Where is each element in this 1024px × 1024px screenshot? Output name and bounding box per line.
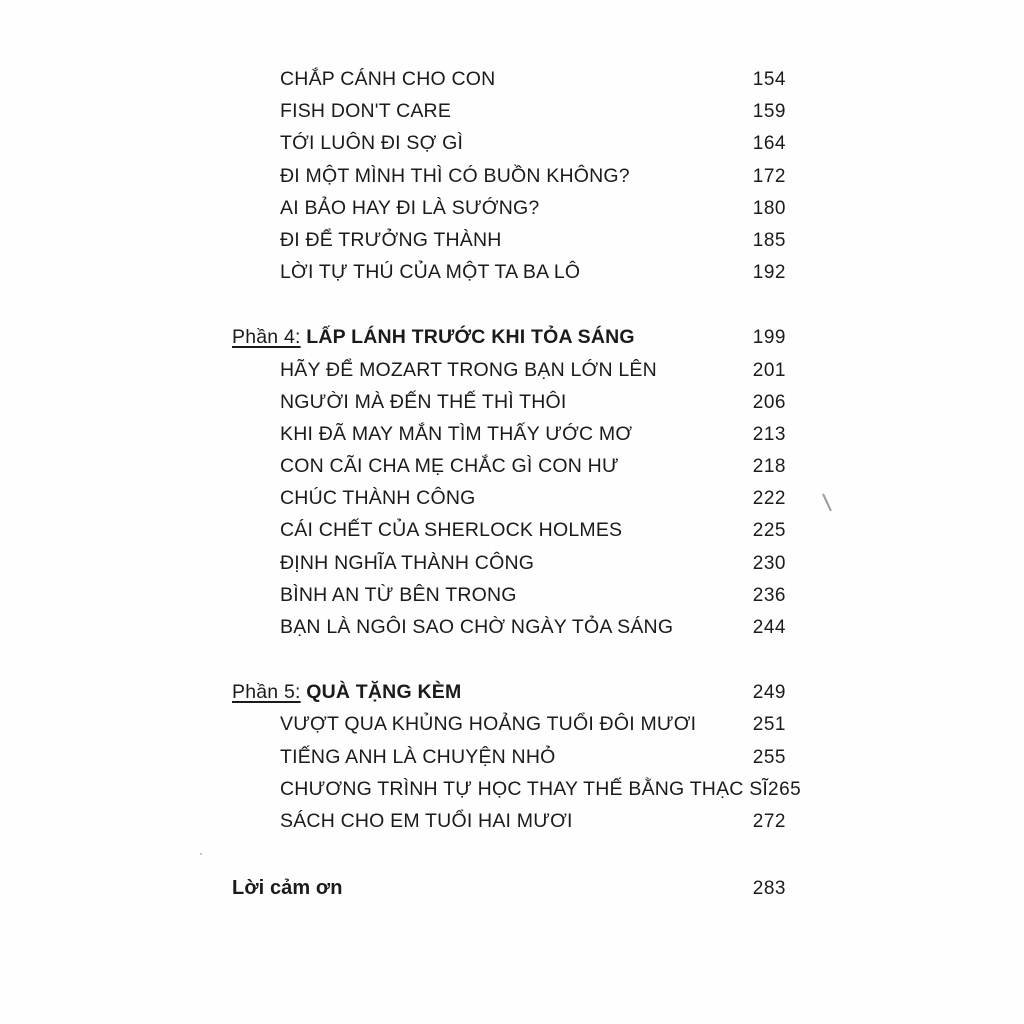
section-gap bbox=[232, 293, 786, 326]
entry-title: LỜI TỰ THÚ CỦA MỘT TA BA LÔ bbox=[280, 261, 581, 284]
entry-page-number: 272 bbox=[752, 810, 786, 832]
footer-gap bbox=[232, 842, 786, 877]
footer-page-number: 283 bbox=[752, 878, 786, 900]
entry-title: CÁI CHẾT CỦA SHERLOCK HOLMES bbox=[280, 519, 623, 542]
entry-title: CHƯƠNG TRÌNH TỰ HỌC THAY THẾ BẰNG THẠC SĨ bbox=[280, 777, 769, 800]
entry-title: FISH DON'T CARE bbox=[280, 100, 452, 123]
toc-entry-row bbox=[232, 165, 786, 197]
entry-page-number: 201 bbox=[752, 359, 786, 381]
toc-entry-row bbox=[232, 584, 786, 616]
toc-entry-row bbox=[232, 229, 786, 261]
entry-title: SÁCH CHO EM TUỔI HAI MƯƠI bbox=[280, 809, 573, 832]
entry-page-number: 236 bbox=[752, 584, 786, 606]
entry-title: HÃY ĐỂ MOZART TRONG BẠN LỚN LÊN bbox=[280, 358, 657, 381]
table-of-contents bbox=[232, 68, 802, 909]
scan-artifact-slash bbox=[822, 494, 831, 512]
toc-entry-row bbox=[232, 132, 786, 164]
toc-entry-row bbox=[232, 391, 786, 423]
toc-entry-row bbox=[232, 713, 786, 745]
scan-artifact-dot bbox=[200, 853, 202, 855]
toc-footer-row bbox=[232, 877, 786, 909]
toc-section-header bbox=[232, 681, 786, 713]
section-page-number: 249 bbox=[752, 682, 786, 704]
entry-title: ĐI MỘT MÌNH THÌ CÓ BUỒN KHÔNG? bbox=[280, 164, 630, 187]
entry-page-number: 213 bbox=[752, 423, 786, 445]
entry-page-number: 172 bbox=[752, 165, 786, 187]
footer-title: Lời cảm ơn bbox=[232, 877, 343, 900]
entry-page-number: 154 bbox=[752, 69, 786, 90]
entry-page-number: 192 bbox=[752, 262, 786, 284]
toc-entry-row bbox=[232, 197, 786, 229]
toc-entry-row bbox=[232, 359, 786, 391]
toc-entry-row bbox=[232, 519, 786, 551]
entry-title: CHẮP CÁNH CHO CON bbox=[280, 68, 496, 90]
entry-page-number: 230 bbox=[752, 552, 786, 574]
entry-title: TIẾNG ANH LÀ CHUYỆN NHỎ bbox=[280, 745, 556, 768]
toc-entry-row bbox=[232, 68, 786, 100]
section-gap bbox=[232, 648, 786, 681]
toc-entry-row bbox=[232, 100, 786, 132]
entry-title: AI BẢO HAY ĐI LÀ SƯỚNG? bbox=[280, 196, 540, 219]
entry-title: CON CÃI CHA MẸ CHẮC GÌ CON HƯ bbox=[280, 455, 619, 478]
section-title: LẤP LÁNH TRƯỚC KHI TỎA SÁNG bbox=[300, 326, 635, 349]
toc-entry-row bbox=[232, 777, 802, 810]
entry-page-number: 222 bbox=[752, 488, 786, 510]
entry-title: TỚI LUÔN ĐI SỢ GÌ bbox=[280, 132, 464, 155]
section-heading-text bbox=[232, 681, 461, 704]
section-page-number: 199 bbox=[752, 327, 786, 349]
entry-page-number: 185 bbox=[752, 229, 786, 251]
toc-entry-row bbox=[232, 455, 786, 487]
entry-title: BÌNH AN TỪ BÊN TRONG bbox=[280, 583, 517, 606]
toc-section-header bbox=[232, 326, 786, 358]
entry-page-number: 164 bbox=[752, 133, 786, 155]
toc-entry-row bbox=[232, 616, 786, 648]
toc-entry-row bbox=[232, 487, 786, 519]
entry-title: ĐỊNH NGHĨA THÀNH CÔNG bbox=[280, 551, 535, 574]
section-label: Phần 4: bbox=[232, 326, 301, 349]
toc-entry-row bbox=[232, 810, 786, 842]
entry-title: NGƯỜI MÀ ĐẾN THẾ THÌ THÔI bbox=[280, 390, 567, 413]
entry-title: VƯỢT QUA KHỦNG HOẢNG TUỔI ĐÔI MƯƠI bbox=[280, 713, 697, 736]
entry-page-number: 244 bbox=[752, 617, 786, 638]
entry-page-number: 225 bbox=[752, 520, 786, 542]
entry-title: BẠN LÀ NGÔI SAO CHỜ NGÀY TỎA SÁNG bbox=[280, 616, 674, 638]
entry-page-number: 159 bbox=[752, 101, 786, 123]
entry-page-number: 251 bbox=[752, 714, 786, 736]
entry-title: KHI ĐÃ MAY MẮN TÌM THẤY ƯỚC MƠ bbox=[280, 422, 633, 445]
toc-sections bbox=[232, 68, 802, 842]
entry-title: CHÚC THÀNH CÔNG bbox=[280, 487, 476, 510]
entry-page-number: 255 bbox=[752, 746, 786, 768]
toc-entry-row bbox=[232, 552, 786, 584]
toc-entry-row bbox=[232, 423, 786, 455]
entry-page-number: 218 bbox=[752, 456, 786, 478]
section-title: QUÀ TẶNG KÈM bbox=[300, 681, 462, 704]
entry-page-number: 206 bbox=[752, 391, 786, 413]
entry-title: ĐI ĐỂ TRƯỞNG THÀNH bbox=[280, 228, 502, 251]
section-heading-text bbox=[232, 326, 635, 349]
entry-page-number: 180 bbox=[752, 197, 786, 219]
toc-entry-row bbox=[232, 746, 786, 778]
section-label: Phần 5: bbox=[232, 681, 301, 704]
toc-entry-row bbox=[232, 261, 786, 293]
entry-page-number: 265 bbox=[768, 778, 802, 800]
